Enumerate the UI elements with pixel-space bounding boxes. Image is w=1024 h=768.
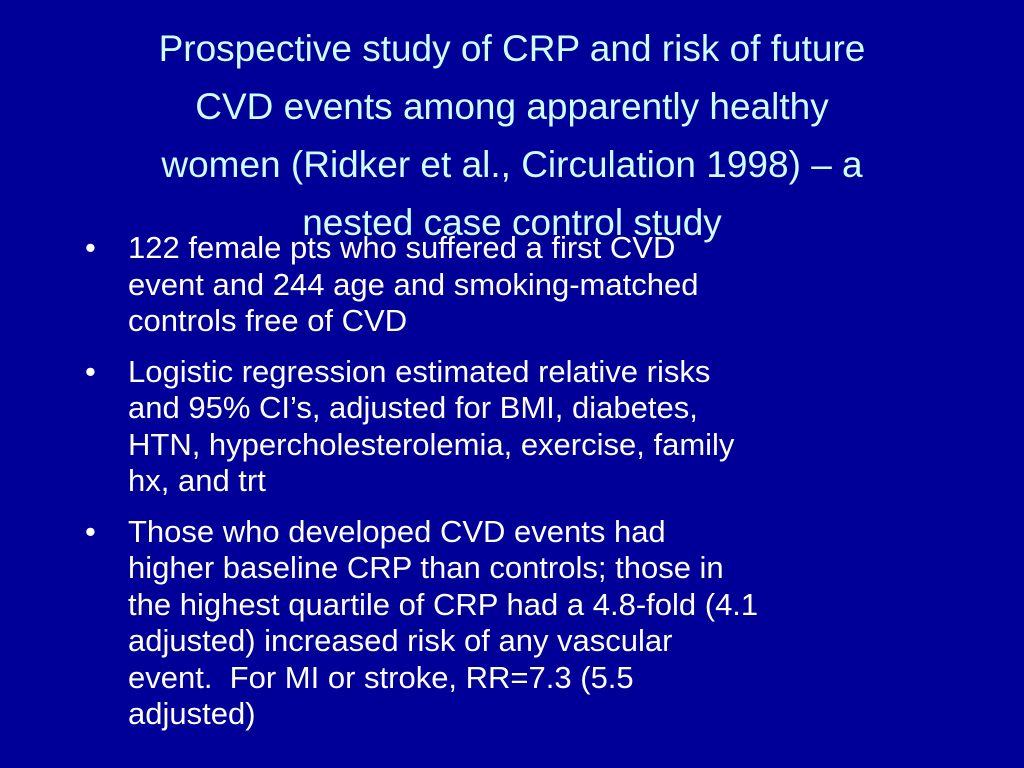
- title-line: women (Ridker et al., Circulation 1998) – a: [161, 144, 863, 185]
- bullet-item-study-population: [85, 230, 985, 340]
- title-line: Prospective study of CRP and risk of future: [158, 28, 866, 69]
- bullet-line: event and 244 age and smoking-matched: [128, 266, 699, 302]
- bullet-marker: •: [85, 230, 96, 265]
- bullet-item-results: [85, 514, 985, 733]
- bullet-marker: •: [85, 353, 96, 389]
- bullet-marker: •: [85, 513, 96, 549]
- bullet-line: event. For MI or stroke, RR=7.3 (5.5: [128, 659, 634, 695]
- bullet-line: controls free of CVD: [128, 303, 408, 338]
- bullet-line: 122 female pts who suffered a first CVD: [128, 230, 676, 265]
- bullet-line: HTN, hypercholesterolemia, exercise, family: [128, 426, 735, 462]
- bullet-item-methods: [85, 354, 985, 500]
- bullet-line: adjusted): [128, 696, 256, 731]
- bullet-line: Logistic regression estimated relative risks: [128, 353, 711, 389]
- bullet-line: the highest quartile of CRP had a 4.8-fold (4.1: [128, 586, 759, 622]
- bullet-line: Those who developed CVD events had: [128, 513, 666, 549]
- bullet-list: [85, 230, 985, 747]
- bullet-line: hx, and trt: [128, 463, 266, 498]
- slide-title: [40, 20, 984, 252]
- title-line: CVD events among apparently healthy: [195, 86, 829, 127]
- bullet-line: adjusted) increased risk of any vascular: [128, 623, 673, 658]
- bullet-line: and 95% CI’s, adjusted for BMI, diabetes,: [128, 390, 698, 425]
- bullet-line: higher baseline CRP than controls; those in: [128, 550, 724, 585]
- title-line: nested case control study: [302, 202, 722, 243]
